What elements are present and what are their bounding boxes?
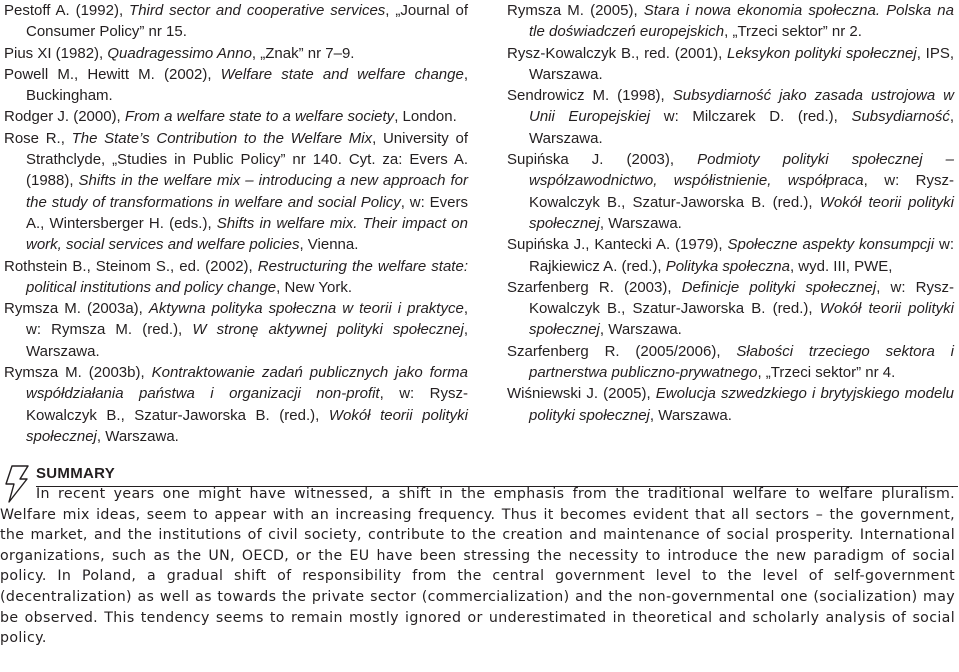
reference-title: From a welfare state to a welfare society (124, 108, 395, 126)
reference-text: Pestoff A. (1992), (4, 2, 130, 19)
reference-text: , „Journal of Consumer Policy” nr 15. (26, 2, 468, 41)
reference-text: , w: Rymsza M. (red.), (26, 300, 468, 339)
reference-entry (4, 0, 468, 43)
reference-title: Kontraktowanie zadań publicznych jako forma współdziałania państwa i organizacji non-profit (26, 364, 468, 403)
reference-entry (507, 383, 954, 426)
reference-entry (4, 298, 468, 362)
reference-entry (4, 362, 468, 447)
reference-text: , Warszawa. (599, 214, 682, 232)
references-left-column (4, 0, 468, 447)
reference-text: , Warszawa. (96, 427, 179, 445)
reference-text: , Warszawa. (599, 321, 682, 339)
summary-section (0, 462, 959, 672)
reference-text: Rymsza M. (2003b), (4, 364, 152, 382)
reference-entry (4, 64, 468, 107)
reference-text: , University of Strathclyde, „Studies in Public Policy” nr 140. Cyt. za: Evers A. (1988), (26, 129, 468, 190)
reference-title: Podmioty polityki społecznej – współzawodnictwo, współistnienie, współpraca (529, 151, 954, 190)
reference-title: Aktywna polityka społeczna w teorii i praktyce (148, 300, 464, 318)
reference-title: Stara i nowa ekonomia społeczna. Polska na tle doświadczeń europejskich (529, 2, 954, 41)
reference-title: Welfare state and welfare change (220, 65, 464, 83)
reference-title: Ewolucja szwedzkiego i brytyjskiego modelu polityki społecznej (529, 385, 954, 424)
references-right-column (507, 0, 954, 426)
reference-entry (507, 149, 954, 234)
reference-text: w: Rajkiewicz A. (red.), (529, 236, 954, 275)
reference-entry (4, 43, 468, 64)
reference-title: Polityka społeczna (665, 257, 790, 275)
reference-text: Rysz-Kowalczyk B., red. (2001), (507, 44, 728, 62)
reference-title: W stronę aktywnej polityki społecznej (192, 321, 464, 339)
reference-title: Third sector and cooperative services (129, 2, 386, 19)
reference-title: Wokół teorii polityki społecznej (26, 406, 468, 445)
reference-entry (4, 106, 468, 127)
reference-title: Słabości trzeciego sektora i partnerstwa publiczno-prywatnego (529, 342, 954, 382)
summary-heading: SUMMARY (36, 465, 116, 482)
reference-text: Wiśniewski J. (2005), (507, 385, 656, 403)
reference-entry (4, 256, 468, 299)
reference-text: Rose R., (4, 129, 72, 147)
reference-text: Rodger J. (2000), (4, 108, 125, 126)
reference-entry (507, 85, 954, 149)
reference-entry (4, 128, 468, 256)
reference-text: , wyd. III, PWE, (789, 257, 893, 275)
reference-text: Supińska J., Kantecki A. (1979), (507, 236, 728, 254)
reference-text: , New York. (276, 278, 353, 296)
reference-title: Subsydiarność (851, 108, 950, 126)
reference-text: , w: Rysz-Kowalczyk B., Szatur-Jaworska B. (red.), (26, 385, 468, 424)
reference-text: Powell M., Hewitt M. (2002), (4, 65, 221, 83)
reference-text: , IPS, Warszawa. (529, 44, 954, 83)
reference-title: Restructuring the welfare state: political institutions and policy change (26, 257, 468, 296)
reference-text: Rothstein B., Steinom S., ed. (2002), (4, 257, 258, 275)
reference-title: Wokół teorii polityki społecznej (529, 193, 954, 232)
reference-title: Definicje polityki społecznej (681, 278, 877, 296)
reference-text: w: Milczarek D. (red.), (650, 108, 852, 126)
reference-title: Shifts in the welfare mix – introducing a new approach for the study of transformations in welfare and social Policy (26, 172, 468, 211)
reference-text: Sendrowicz M. (1998), (507, 87, 673, 105)
reference-text: , „Trzeci sektor” nr 2. (724, 23, 862, 41)
reference-title: Subsydiarność jako zasada ustrojowa w Unii Europejskiej (529, 87, 954, 126)
reference-text: , „Trzeci sektor” nr 4. (757, 364, 896, 382)
reference-entry (507, 43, 954, 86)
reference-text: , Warszawa. (649, 406, 732, 424)
reference-text: , Warszawa. (26, 321, 468, 360)
reference-text: , w: Evers A., Wintersberger H. (eds.), (26, 193, 468, 232)
reference-text: , Warszawa. (529, 108, 954, 147)
reference-title: The State’s Contribution to the Welfare Mix (71, 129, 373, 147)
reference-text: Pius XI (1982), (4, 44, 108, 62)
summary-text: In recent years one might have witnessed, a shift in the emphasis from the traditional welfare to welfare pluralism. Welfare mix ideas, seem to appear with an increasing frequency. Thus it becomes evident that all sectors – the government, the market, and the institutions of civil society, contribute to the creation and maintenance of social prosperity. International organizations, such as the UN, OECD, or the EU have been stressing the necessity to introduce the new paradigm of social policy. In Poland, a gradual shift of responsibility from the central government level to the level of self-government (decentralization) as well as towards the private sector (commercialization) and the non-governmental one (socialization) may be observed. This tendency seems to remain mostly ignored or underestimated in theoretical and scholarly analysis of social policy. (0, 486, 955, 647)
reference-text: Supińska J. (2003), (507, 151, 698, 169)
reference-text: , London. (394, 108, 457, 126)
reference-title: Shifts in welfare mix. Their impact on work, social services and welfare policies (26, 214, 468, 254)
reference-entry (507, 0, 954, 43)
reference-text: , w: Rysz-Kowalczyk B., Szatur-Jaworska B. (red.), (529, 278, 954, 318)
reference-entry (507, 277, 954, 341)
reference-text: , Buckingham. (26, 65, 468, 105)
reference-entry (507, 341, 954, 384)
reference-entry (507, 234, 954, 277)
reference-title: Quadragessimo Anno (107, 44, 252, 62)
reference-text: Szarfenberg R. (2003), (507, 278, 682, 296)
reference-text: Rymsza M. (2005), (507, 2, 644, 19)
reference-text: , Vienna. (299, 236, 359, 254)
reference-title: Leksykon polityki społecznej (727, 44, 917, 62)
reference-title: Społeczne aspekty konsumpcji (727, 236, 935, 254)
reference-text: , w: Rysz-Kowalczyk B., Szatur-Jaworska B. (red.), (529, 172, 954, 211)
reference-text: , „Znak” nr 7–9. (251, 44, 355, 62)
reference-text: Szarfenberg R. (2005/2006), (507, 342, 737, 360)
reference-title: Wokół teorii polityki społecznej (529, 300, 954, 339)
reference-text: Rymsza M. (2003a), (4, 300, 149, 318)
